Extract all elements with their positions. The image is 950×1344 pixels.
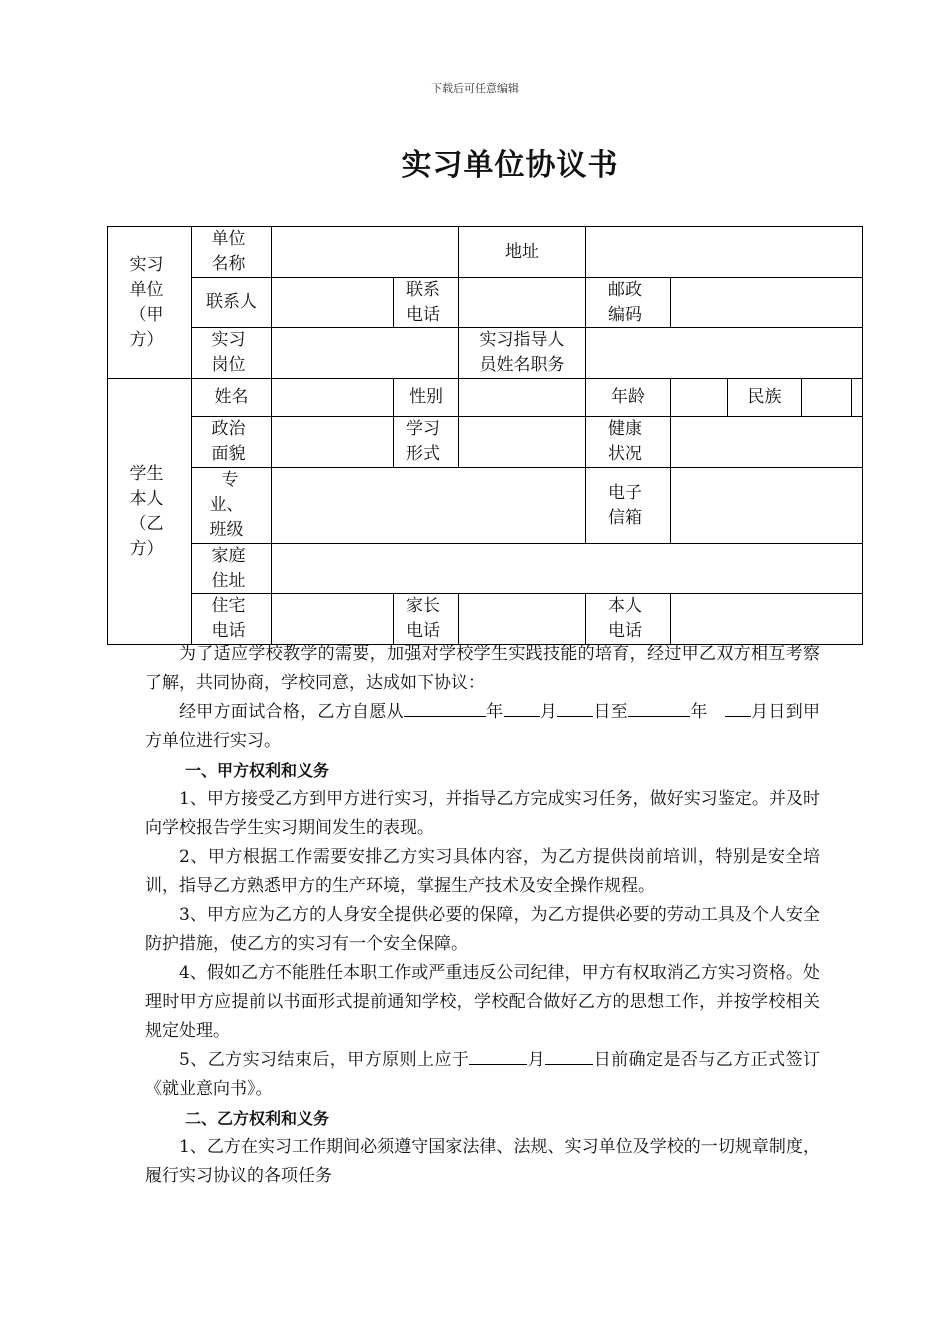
document-title: 实习单位协议书 xyxy=(401,148,619,183)
home-phone-field[interactable] xyxy=(272,594,394,644)
period-paragraph: 经甲方面试合格，乙方自愿从 年 月 日至 年 月日到甲方单位进行实习。 xyxy=(145,698,820,756)
home-address-field[interactable] xyxy=(272,544,862,594)
political-label: 政治 面貌 xyxy=(192,417,272,468)
info-form-table xyxy=(107,226,863,645)
unit-name-field[interactable] xyxy=(272,227,459,278)
start-year-blank[interactable] xyxy=(404,698,486,717)
name-field[interactable] xyxy=(272,379,394,417)
contact-phone-label: 联系 电话 xyxy=(394,278,459,328)
parent-phone-field[interactable] xyxy=(459,594,586,644)
mentor-label: 实习指导人 员姓名职务 xyxy=(459,328,586,379)
postal-code-label: 邮政 编码 xyxy=(586,278,671,328)
health-label: 健康 状况 xyxy=(586,417,671,468)
own-phone-field[interactable] xyxy=(671,594,862,644)
contact-phone-field[interactable] xyxy=(459,278,586,328)
major-field[interactable] xyxy=(272,468,586,544)
unit-name-label: 单位 名称 xyxy=(192,227,272,278)
party-a-label: 实习 单位 （甲 方） xyxy=(108,227,192,379)
name-label: 姓名 xyxy=(192,379,272,417)
gender-label: 性别 xyxy=(394,379,459,417)
section-b-heading: 二、乙方权利和义务 xyxy=(185,1109,330,1128)
start-month-blank[interactable] xyxy=(504,698,540,717)
ethnicity-label: 民族 xyxy=(728,379,802,417)
intro-paragraph: 为了适应学校教学的需要，加强对学校学生实践技能的培育，经过甲乙双方相互考察了解，共同协商，学校同意，达成如下协议： xyxy=(145,644,820,693)
postal-code-field[interactable] xyxy=(671,278,862,328)
address-label: 地址 xyxy=(459,227,586,278)
section-a-item: 1、甲方接受乙方到甲方进行实习，并指导乙方完成实习任务，做好实习鉴定。并及时向学校报告学生实习期间发生的表现。 xyxy=(145,789,820,838)
party-b-label: 学生 本人 （乙 方） xyxy=(108,379,192,644)
study-form-field[interactable] xyxy=(459,417,586,468)
email-label: 电子 信箱 xyxy=(586,468,671,544)
contact-field[interactable] xyxy=(272,278,394,328)
home-address-label: 家庭 住址 xyxy=(192,544,272,594)
section-a-item: 3、甲方应为乙方的人身安全提供必要的保障，为乙方提供必要的劳动工具及个人安全防护措施，使乙方的实习有一个安全保障。 xyxy=(145,905,820,954)
age-field[interactable] xyxy=(671,379,728,417)
header-note: 下载后可任意编辑 xyxy=(431,82,519,95)
post-label: 实习 岗位 xyxy=(192,328,272,379)
email-field[interactable] xyxy=(671,468,862,544)
contact-label: 联系人 xyxy=(192,278,272,328)
section-a-item: 2、甲方根据工作需要安排乙方实习具体内容，为乙方提供岗前培训，特别是安全培训，指导乙方熟悉甲方的生产环境，掌握生产技术及安全操作规程。 xyxy=(145,847,820,896)
major-label: 专 业、 班级 xyxy=(192,468,272,544)
mentor-field[interactable] xyxy=(586,328,862,379)
confirm-month-blank[interactable] xyxy=(469,1046,527,1065)
study-form-label: 学习 形式 xyxy=(394,417,459,468)
post-field[interactable] xyxy=(272,328,459,379)
gender-field[interactable] xyxy=(459,379,586,417)
start-day-blank[interactable] xyxy=(557,698,593,717)
parent-phone-label: 家长 电话 xyxy=(394,594,459,644)
ethnicity-field-edge xyxy=(852,379,862,417)
section-a-item-5: 5、乙方实习结束后，甲方原则上应于 月 日前确定是否与乙方正式签订《就业意向书》。 xyxy=(145,1046,820,1104)
agreement-body xyxy=(145,640,820,1191)
own-phone-label: 本人 电话 xyxy=(586,594,671,644)
address-field[interactable] xyxy=(586,227,862,278)
end-month-blank[interactable] xyxy=(725,698,751,717)
section-a-heading: 一、甲方权利和义务 xyxy=(185,761,330,780)
ethnicity-field[interactable] xyxy=(802,379,852,417)
confirm-day-blank[interactable] xyxy=(545,1046,593,1065)
health-field[interactable] xyxy=(671,417,862,468)
age-label: 年龄 xyxy=(586,379,671,417)
end-year-blank[interactable] xyxy=(628,698,690,717)
section-a-item: 4、假如乙方不能胜任本职工作或严重违反公司纪律，甲方有权取消乙方实习资格。处理时甲方应提前以书面形式提前通知学校，学校配合做好乙方的思想工作，并按学校相关规定处理。 xyxy=(145,963,820,1041)
section-b-item: 1、乙方在实习工作期间必须遵守国家法律、法规、实习单位及学校的一切规章制度，履行实习协议的各项任务 xyxy=(145,1137,820,1186)
home-phone-label: 住宅 电话 xyxy=(192,594,272,644)
political-field[interactable] xyxy=(272,417,394,468)
